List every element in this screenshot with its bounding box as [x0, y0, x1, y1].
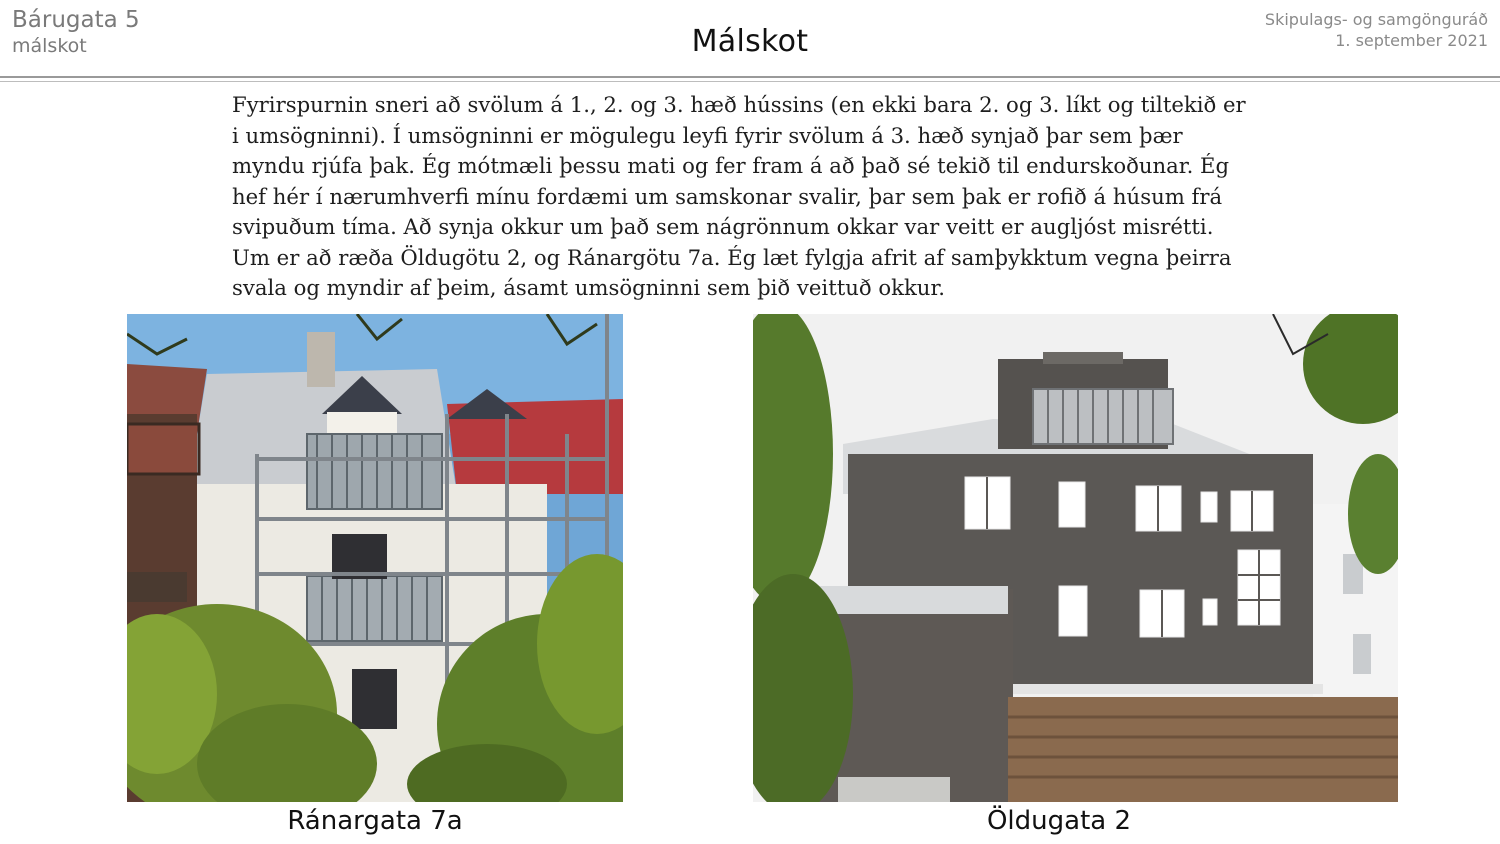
photo-ranargata — [127, 314, 623, 802]
letter-line: svala og myndir af þeim, ásamt umsögninni sem þið veittuð okkur. — [232, 275, 945, 300]
photo-oldugata — [753, 314, 1398, 802]
header-divider — [0, 76, 1500, 78]
letter-line: hef hér í nærumhverfi mínu fordæmi um samskonar svalir, þar sem þak er rofið á húsum frá — [232, 183, 1223, 209]
page-title: Málskot — [691, 24, 809, 59]
letter-line: i umsögninni). Í umsögninni er mögulegu leyfi fyrir svölum á 3. hæð synjað þar sem þær — [232, 122, 1183, 148]
photo-caption-ranargata: Ránargata 7a — [287, 806, 463, 836]
letter-text — [232, 90, 1272, 304]
address-title: Bárugata 5 — [12, 7, 140, 33]
address-subtitle: málskot — [12, 35, 87, 57]
meeting-date: 1. september 2021 — [1335, 31, 1488, 50]
header-right — [1265, 9, 1488, 51]
committee-name: Skipulags- og samgönguráð — [1264, 10, 1488, 29]
letter-line: svipuðum tíma. Að synja okkur um það sem nágrönnum okkar var veitt er augljóst misrétti. — [232, 214, 1214, 239]
letter-line: myndu rjúfa þak. Ég mótmæli þessu mati og fer fram á að það sé tekið til endurskoðunar. Ég — [232, 153, 1230, 178]
header-divider-thin — [0, 81, 1500, 82]
photo-caption-oldugata: Öldugata 2 — [986, 806, 1132, 836]
letter-line: Fyrirspurnin sneri að svölum á 1., 2. og 3. hæð hússins (en ekki bara 2. og 3. líkt og tiltekið er — [232, 92, 1246, 117]
letter-line: Um er að ræða Öldugötu 2, og Ránargötu 7a. Ég læt fylgja afrit af samþykktum vegna þeirra — [232, 244, 1232, 270]
